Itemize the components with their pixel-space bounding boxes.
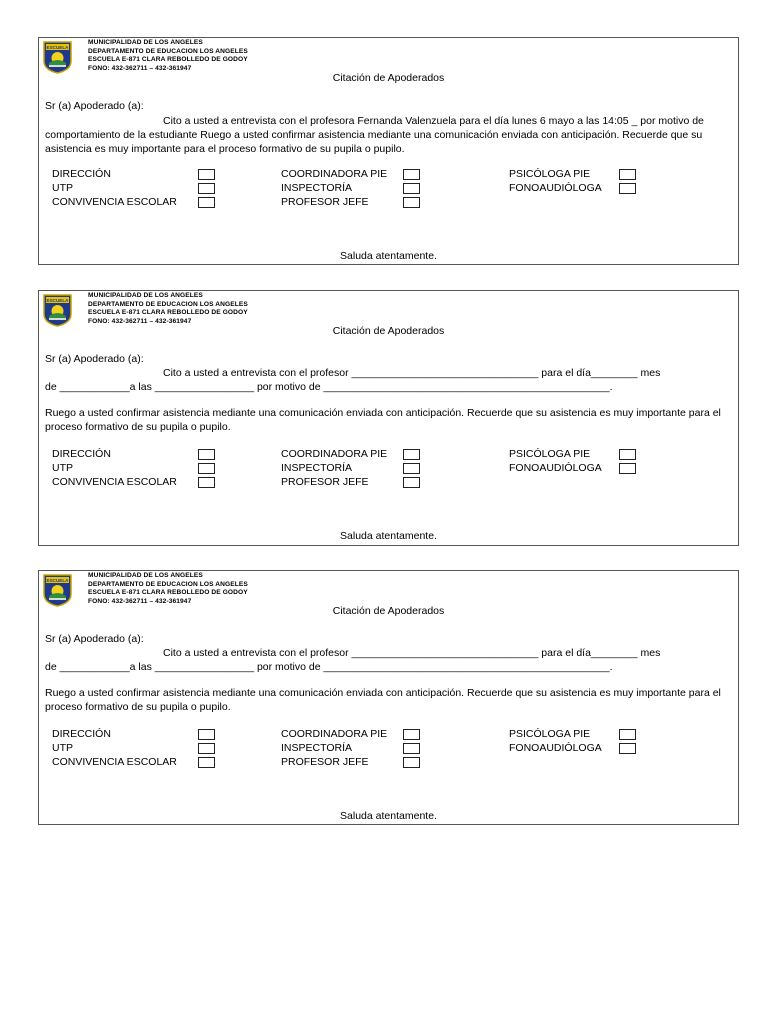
option-convivencia-checkbox[interactable] (198, 477, 215, 488)
option-inspectoria-label: INSPECTORÍA (281, 182, 352, 194)
option-psicologa-label: PSICÓLOGA PIE (509, 168, 591, 180)
option-psicologa-label: PSICÓLOGA PIE (509, 448, 591, 460)
option-coordinadora-label: COORDINADORA PIE (281, 448, 388, 460)
header-phone: FONO: 432-362711 – 432-361947 (88, 317, 192, 325)
school-crest-logo (43, 574, 72, 607)
citation-line-2: de ____________a las _________________ por motivo de _________________________________________________. (45, 381, 613, 393)
option-utp-checkbox[interactable] (198, 463, 215, 474)
option-inspectoria-label: INSPECTORÍA (281, 742, 352, 754)
option-coordinadora-checkbox[interactable] (403, 169, 420, 180)
citation-line-1 (45, 367, 730, 379)
option-inspectoria-label: INSPECTORÍA (281, 462, 352, 474)
form-title: Citación de Apoderados (332, 325, 445, 337)
school-header (88, 572, 248, 606)
option-fonoaudiologa-checkbox[interactable] (619, 183, 636, 194)
citation-form-blank (38, 290, 739, 546)
option-utp-checkbox[interactable] (198, 183, 215, 194)
header-municipality: MUNICIPALIDAD DE LOS ANGELES (88, 572, 203, 579)
svg-text:ESCUELA: ESCUELA (46, 578, 69, 583)
option-coordinadora-checkbox[interactable] (403, 729, 420, 740)
option-psicologa-label: PSICÓLOGA PIE (509, 728, 591, 740)
greeting: Sr (a) Apoderado (a): (45, 100, 144, 112)
signoff: Saluda atentamente. (340, 530, 437, 542)
school-header (88, 39, 248, 73)
option-coordinadora-checkbox[interactable] (403, 449, 420, 460)
form-title: Citación de Apoderados (332, 72, 445, 84)
option-direccion-label: DIRECCIÓN (52, 728, 111, 740)
header-department: DEPARTAMENTO DE EDUCACION LOS ANGELES (88, 47, 248, 55)
citation-form-filled (38, 37, 739, 265)
header-school: ESCUELA E-871 CLARA REBOLLEDO DE GODOY (88, 309, 248, 317)
option-profesor-jefe-checkbox[interactable] (403, 477, 420, 488)
option-convivencia-label: CONVIVENCIA ESCOLAR (52, 756, 177, 768)
option-fonoaudiologa-label: FONOAUDIÓLOGA (509, 742, 602, 754)
option-convivencia-checkbox[interactable] (198, 197, 215, 208)
header-school: ESCUELA E-871 CLARA REBOLLEDO DE GODOY (88, 589, 248, 597)
header-school: ESCUELA E-871 CLARA REBOLLEDO DE GODOY (88, 56, 248, 64)
option-coordinadora-label: COORDINADORA PIE (281, 168, 388, 180)
option-direccion-checkbox[interactable] (198, 169, 215, 180)
citation-line-1 (45, 647, 730, 659)
option-utp-label: UTP (52, 182, 73, 194)
signoff: Saluda atentamente. (340, 810, 437, 822)
option-inspectoria-checkbox[interactable] (403, 463, 420, 474)
option-inspectoria-checkbox[interactable] (403, 183, 420, 194)
option-profesor-jefe-label: PROFESOR JEFE (281, 196, 369, 208)
option-fonoaudiologa-checkbox[interactable] (619, 743, 636, 754)
citation-line-1-text: Cito a usted a entrevista con el profesor ________________________________ para el día________ mes (163, 367, 661, 379)
citation-form-blank (38, 570, 739, 825)
signoff: Saluda atentamente. (340, 250, 437, 262)
option-direccion-label: DIRECCIÓN (52, 448, 111, 460)
school-crest-logo (43, 294, 72, 327)
svg-text:ESCUELA: ESCUELA (46, 45, 69, 50)
option-convivencia-label: CONVIVENCIA ESCOLAR (52, 476, 177, 488)
greeting: Sr (a) Apoderado (a): (45, 633, 144, 645)
option-profesor-jefe-checkbox[interactable] (403, 757, 420, 768)
citation-line-2: de ____________a las _________________ por motivo de _________________________________________________. (45, 661, 613, 673)
option-psicologa-checkbox[interactable] (619, 169, 636, 180)
header-phone: FONO: 432-362711 – 432-361947 (88, 597, 192, 605)
option-utp-label: UTP (52, 742, 73, 754)
option-utp-label: UTP (52, 462, 73, 474)
option-fonoaudiologa-label: FONOAUDIÓLOGA (509, 182, 602, 194)
school-crest-logo (43, 41, 72, 74)
header-municipality: MUNICIPALIDAD DE LOS ANGELES (88, 39, 203, 46)
option-direccion-label: DIRECCIÓN (52, 168, 111, 180)
option-fonoaudiologa-label: FONOAUDIÓLOGA (509, 462, 602, 474)
option-utp-checkbox[interactable] (198, 743, 215, 754)
citation-text-body: Cito a usted a entrevista con el profesora Fernanda Valenzuela para el día lunes 6 mayo a las 14:05 _ por motivo de comportamiento de la estudiante Ruego a usted confirmar asistencia mediante una comunicación enviada con anticipación. Recuerde que su asistencia es muy importante para el proceso formativo de su pupila o pupilo. (45, 115, 704, 155)
option-convivencia-label: CONVIVENCIA ESCOLAR (52, 196, 177, 208)
header-municipality: MUNICIPALIDAD DE LOS ANGELES (88, 292, 203, 299)
citation-text (45, 114, 730, 156)
school-header (88, 292, 248, 326)
option-inspectoria-checkbox[interactable] (403, 743, 420, 754)
header-department: DEPARTAMENTO DE EDUCACION LOS ANGELES (88, 300, 248, 308)
option-fonoaudiologa-checkbox[interactable] (619, 463, 636, 474)
option-profesor-jefe-checkbox[interactable] (403, 197, 420, 208)
option-psicologa-checkbox[interactable] (619, 729, 636, 740)
header-department: DEPARTAMENTO DE EDUCACION LOS ANGELES (88, 580, 248, 588)
svg-text:ESCUELA: ESCUELA (46, 298, 69, 303)
option-convivencia-checkbox[interactable] (198, 757, 215, 768)
form-title: Citación de Apoderados (332, 605, 445, 617)
header-phone: FONO: 432-362711 – 432-361947 (88, 64, 192, 72)
citation-line-1-text: Cito a usted a entrevista con el profesor ________________________________ para el día________ mes (163, 647, 661, 659)
option-direccion-checkbox[interactable] (198, 449, 215, 460)
option-psicologa-checkbox[interactable] (619, 449, 636, 460)
option-direccion-checkbox[interactable] (198, 729, 215, 740)
confirm-text: Ruego a usted confirmar asistencia mediante una comunicación enviada con anticipación. Recuerde que su asistencia es muy importante para el proceso formativo de su pupila o pupilo. (45, 407, 721, 433)
option-profesor-jefe-label: PROFESOR JEFE (281, 756, 369, 768)
confirm-text: Ruego a usted confirmar asistencia mediante una comunicación enviada con anticipación. Recuerde que su asistencia es muy importante para el proceso formativo de su pupila o pupilo. (45, 687, 721, 713)
option-profesor-jefe-label: PROFESOR JEFE (281, 476, 369, 488)
greeting: Sr (a) Apoderado (a): (45, 353, 144, 365)
option-coordinadora-label: COORDINADORA PIE (281, 728, 388, 740)
